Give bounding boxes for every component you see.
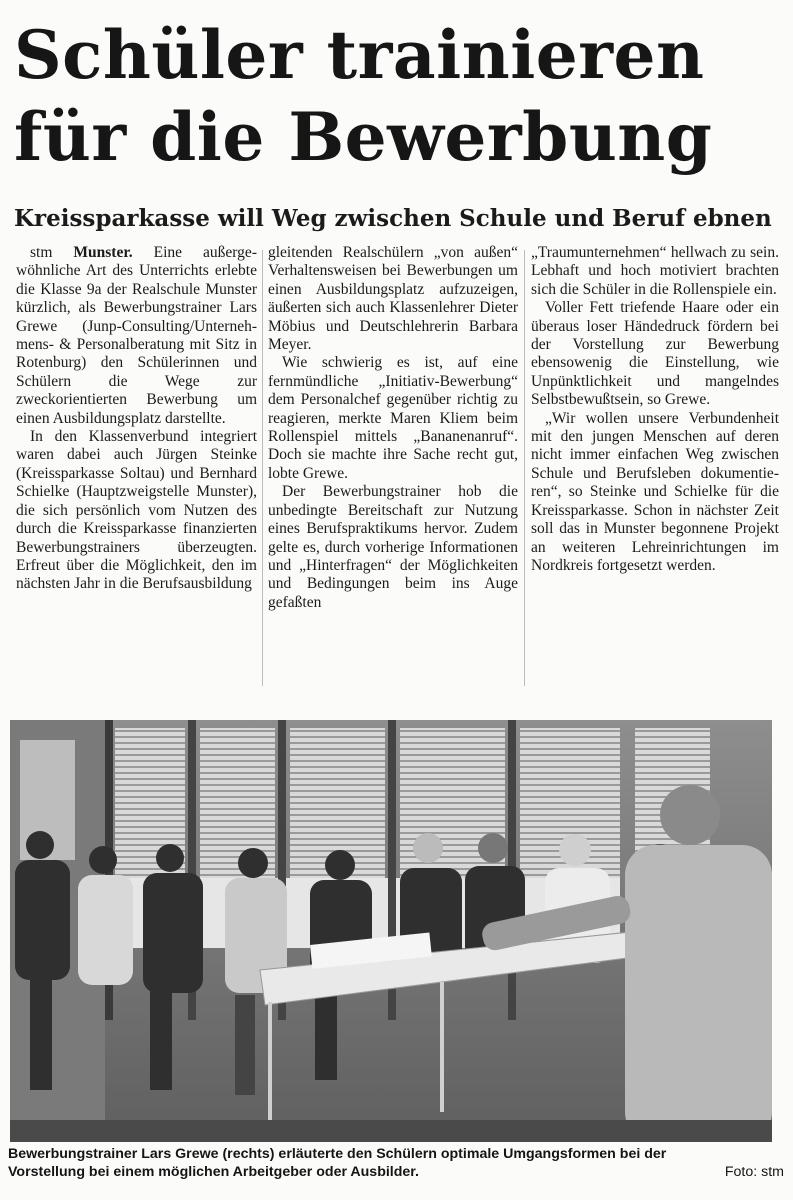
paragraph: gleitenden Realschülern „von außen“ Verhaltensweisen bei Bewerbungen um einen Ausbildungsplatz aufzuzeigen, äußerten sich auch Klassenlehrer Dieter Möbius und Deutschlehrerin Barbara Meyer. <box>268 244 518 354</box>
author-initials: stm <box>30 244 53 261</box>
caption-line-1: Bewerbungstrainer Lars Grewe (rechts) erläuterte den Schülern optimale Umgangsformen bei der <box>8 1146 667 1162</box>
dateline-place: Munster. <box>73 244 133 261</box>
paragraph: „Wir wollen unsere Verbundenheit mit den jungen Menschen auf deren nicht immer einfachen Weg zwischen Schule und Berufsleben dokumentieren“, so Steinke und Schielke für die Kreissparkasse. Schon in nächster Zeit soll das in Munster begonnene Projekt an weiteren Lehreinrichtungen im Nordkreis fortgesetzt werden. <box>531 409 779 574</box>
paragraph: Der Bewerbungstrainer hob die unbedingte Bereitschaft zur Nutzung eines Berufspraktikums hervor. Zudem gelte es, durch vorherige Informationen und „Hinterfragen“ der Möglichkeiten und Bedingungen beim ins Auge gefaßten <box>268 483 518 611</box>
paragraph: In den Klassenverbund integriert waren dabei auch Jürgen Steinke (Kreissparkasse Soltau) und Bernhard Schielke (Hauptzweigstelle Munster), die sich persönlich vom Nutzen des durch die Kreissparkasse finanzierten Bewerbungstrainers überzeugten. Erfreut über die Möglichkeit, den im nächsten Jahr in die Berufsausbildung <box>16 428 257 593</box>
article-photo <box>10 720 772 1142</box>
classroom-photo-illustration <box>10 720 772 1142</box>
paragraph: „Traumunternehmen“ hellwach zu sein. Lebhaft und hoch motiviert brachten sich die Schüler in die Rollenspiele ein. <box>531 244 779 298</box>
paragraph-text: Eine außergewöhnliche Art des Unterrichts erlebte die Klasse 9a der Realschule Munster kürzlich, als Bewerbungstrainer Lars Grewe (Junp-Consulting/Unternehmens- & Personalberatung mit Sitz in Rotenburg) den Schülerinnen und Schülern die Wege zur zweckorientierten Bewerbung um einen Ausbildungsplatz darstellte. <box>16 244 257 427</box>
photo-credit: Foto: stm <box>724 1164 784 1180</box>
headline-line-1: Schüler trainieren <box>14 16 705 94</box>
column-divider <box>262 250 263 686</box>
caption-line-2: Vorstellung bei einem möglichen Arbeitgeber oder Ausbilder. <box>8 1164 419 1180</box>
article-column-3 <box>531 244 779 694</box>
headline <box>14 14 784 178</box>
article-column-1 <box>16 244 257 694</box>
paragraph <box>16 244 257 428</box>
caption-line-2-row <box>8 1163 784 1181</box>
photo-caption <box>8 1145 784 1181</box>
column-divider <box>524 250 525 686</box>
paragraph: Voller Fett triefende Haare oder ein überaus loser Händedruck fördern bei der Vorstellung zur Bewerbung ebensowenig die Einstellung, wie Unpünktlichkeit und mangelndes Selbstbewußtsein, so Grewe. <box>531 299 779 409</box>
subheadline: Kreissparkasse will Weg zwischen Schule und Beruf ebnen <box>14 205 772 232</box>
headline-line-2: für die Bewerbung <box>14 98 713 176</box>
article-column-2 <box>268 244 518 694</box>
paragraph: Wie schwierig es ist, auf eine fernmündliche „Initiativ-Bewerbung“ dem Personalchef gegenüber richtig zu reagieren, merkte Maren Kliem beim Rollenspiel mittels „Bananenanruf“. Doch sie machte ihre Sache recht gut, lobte Grewe. <box>268 354 518 482</box>
